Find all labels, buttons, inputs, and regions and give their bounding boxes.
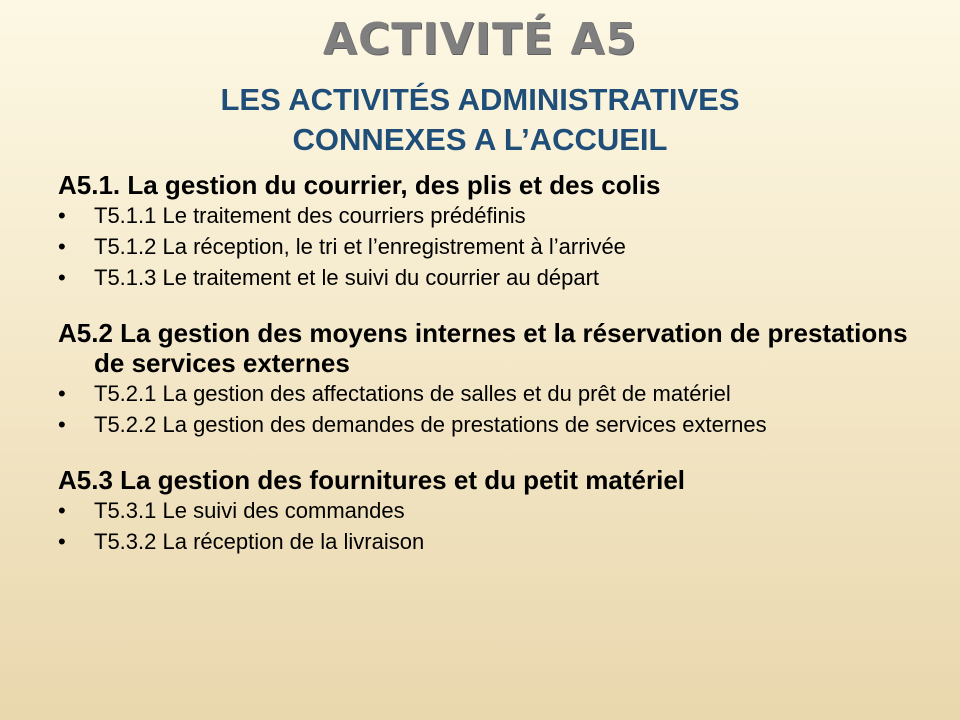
task-item — [58, 382, 938, 406]
section-heading: A5.3 La gestion des fournitures et du petit matériel — [58, 465, 686, 495]
bullet-icon: • — [58, 381, 66, 406]
slide-subtitle — [0, 80, 960, 160]
bullet-icon: • — [58, 412, 66, 437]
section-a5-2 — [58, 318, 938, 437]
section-heading: A5.1. La gestion du courrier, des plis et des colis — [58, 170, 661, 200]
task-item — [58, 204, 938, 228]
subtitle-line-1: LES ACTIVITÉS ADMINISTRATIVES — [220, 82, 740, 117]
bullet-icon: • — [58, 234, 66, 259]
task-item — [58, 235, 938, 259]
task-list — [58, 382, 938, 437]
task-list — [58, 499, 938, 554]
task-text: T5.2.2 La gestion des demandes de prestations de services externes — [94, 412, 767, 437]
slide-title: ACTIVITÉ A5 — [322, 14, 638, 65]
task-item — [58, 499, 938, 523]
task-text: T5.1.2 La réception, le tri et l’enregistrement à l’arrivée — [94, 234, 626, 259]
bullet-icon: • — [58, 529, 66, 554]
task-item — [58, 266, 938, 290]
subtitle-line-2: CONNEXES A L’ACCUEIL — [292, 122, 668, 157]
task-text: T5.2.1 La gestion des affectations de salles et du prêt de matériel — [94, 381, 731, 406]
bullet-icon: • — [58, 265, 66, 290]
task-list — [58, 204, 938, 290]
task-text: T5.1.1 Le traitement des courriers prédéfinis — [94, 203, 526, 228]
task-item — [58, 413, 938, 437]
task-text: T5.3.2 La réception de la livraison — [94, 529, 425, 554]
section-heading: A5.2 La gestion des moyens internes et la réservation de prestations de services externes — [58, 318, 908, 378]
slide-content — [58, 170, 938, 582]
bullet-icon: • — [58, 498, 66, 523]
task-text: T5.1.3 Le traitement et le suivi du courrier au départ — [94, 265, 600, 290]
bullet-icon: • — [58, 203, 66, 228]
section-a5-3 — [58, 465, 938, 554]
task-text: T5.3.1 Le suivi des commandes — [94, 498, 405, 523]
task-item — [58, 530, 938, 554]
section-a5-1 — [58, 170, 938, 290]
